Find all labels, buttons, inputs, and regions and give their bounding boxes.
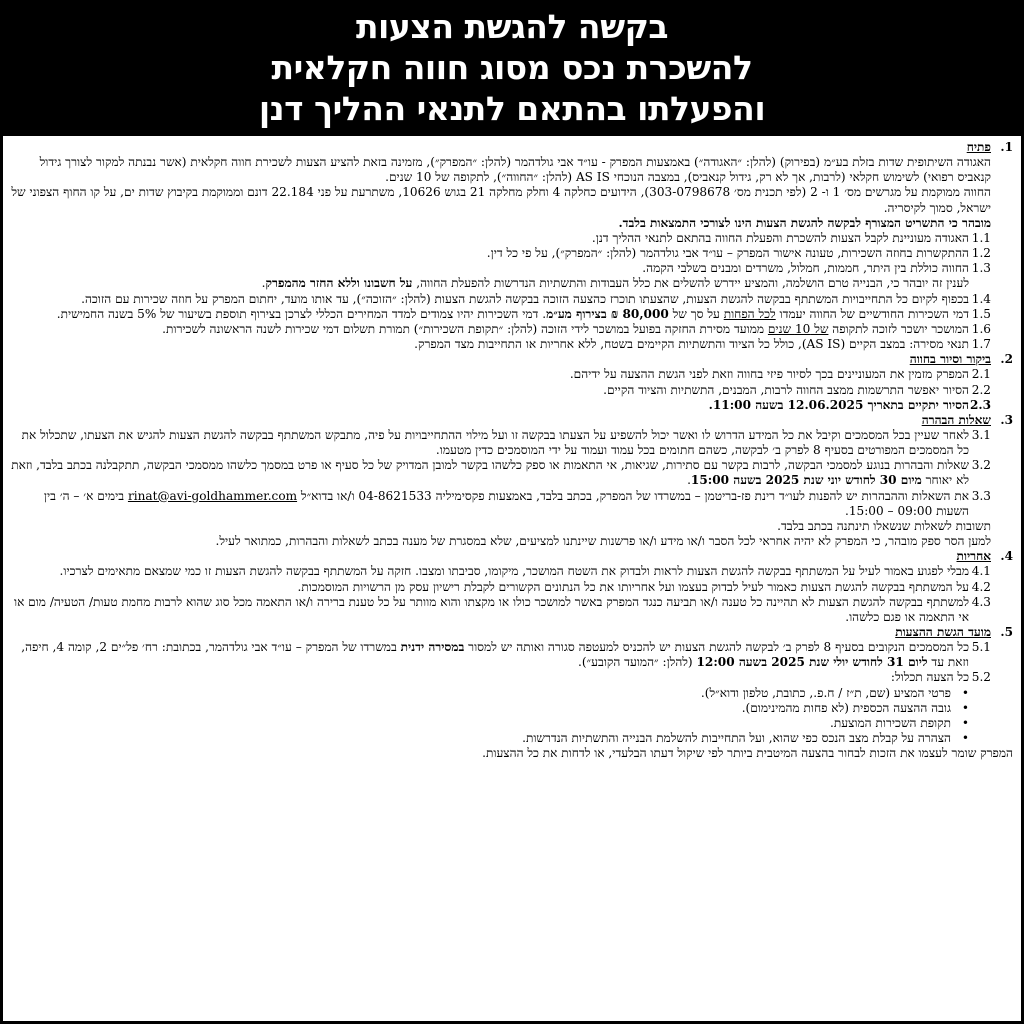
section-title: אחריות [956, 549, 991, 564]
clause-1-6 [11, 322, 991, 337]
clause-text: בכפוף לקיום כל התחייבויות המשתתף בבקשה להגשת הצעות, שהצעתו תוכרז כהצעה הזוכה בבקשה להגשת הצעות (להלן: ״הזוכה״), עד אותו מועד, יחתום המפרק על חוזה שכירות עם הזוכה. [81, 291, 969, 306]
clause-text: החווה כוללת בין היתר, חממות, חמלול, משרדים ומבנים בשלבי הקמה. [642, 261, 969, 276]
clause-text-bold: על חשבונו וללא החזר מהמפרק [265, 276, 413, 291]
clause-1-4 [11, 292, 991, 307]
clause-number: 2.1 [971, 367, 991, 382]
section-visit [11, 352, 1013, 413]
section-clarifications [11, 413, 1013, 549]
clause-text: שאלות והבהרות בנוגע למסמכי הבקשה, לרבות בקשר עם סתירות, שגיאות, אי התאמות או ספק כלשהו בקשר למובן המדויק של כל סעיף או פרט במסמך כלשהו ממסמכי הבקשה, תתקבלנה בכתב בלבד, וזאת לא יאוחר [11, 458, 969, 488]
section-number: 4. [1000, 549, 1013, 564]
clause-number: 1.1 [971, 230, 991, 245]
clause-text: על סך של [668, 306, 724, 321]
clause-1-3-note: לענין זה יובהר כי, הבנייה טרם הושלמה, והמציע יידרש להשלים את כלל העבודות והתשתיות הנדרשות להפעלת החווה, על חשבונו וללא החזר מהמפרק. [261, 276, 969, 291]
section-title: פתיח [966, 140, 991, 154]
clause-text-underline: לכל הפחות [723, 306, 776, 321]
clause-3-2: 3.2 שאלות והבהרות בנוגע למסמכי הבקשה, לרבות בקשר עם סתירות, שגיאות, אי התאמות או ספק כלשהו בקשר למובן המדויק של כל סעיף או פרט במסמך כלשהו ממסמכי הבקשה, תתקבלנה בכתב בלבד, וזאת לא יאוחר מיום 30 לחודש יוני שנת 2025 בשעה 15:00. [11, 458, 991, 488]
clause-1-1 [11, 231, 991, 246]
banner-title-line-3: והפעלתו בהתאם לתנאי ההליך דנן [258, 89, 766, 128]
list-item: • פרטי המציע (שם, ת״ז / ח.פ., כתובת, טלפון ודוא״ל). [11, 686, 991, 701]
clause-1-5 [11, 307, 991, 322]
clause-text-underline: של 10 שנים [767, 321, 829, 336]
clause-text: המושכר יושכר לזוכה לתקופה [828, 321, 969, 336]
clause-1-3 [11, 261, 991, 276]
clause-number: 3.3 [971, 488, 991, 503]
clause-text: ממועד מסירת החזקה בפועל במושכר לידי הזוכה (להלן: ״תקופת השכירות״) תמורת תשלום דמי שכירות לשנה הראשונה לשכירות. [162, 321, 768, 336]
clause-number: 1.7 [971, 337, 991, 352]
section-number: 5. [1000, 625, 1013, 639]
section-title: ביקור וסיור בחווה [909, 352, 991, 367]
clause-1-7 [11, 337, 991, 352]
section-opening [11, 140, 1013, 352]
clause-3-1 [11, 428, 991, 458]
clause-number: 1.6 [971, 321, 991, 336]
clause-text: ההתקשרות בחוזה השכירות, טעונה אישור המפרק – עו״ד אבי גולדהמר (להלן: ״המפרק״), על פי כל דין. [486, 246, 969, 261]
clause-text: לאחר שעיין בכל המסמכים וקיבל את כל המידע הדרוש לו ואשר יכול להשפיע על הצעתו בבקשה זו ועל מילוי ההתחייבויות על פיה, מתבקש המשתתף בבקשה להגשת הצעות להגיש את הצעתו, שתכלול את כל המסמכים המפורטים בסעיף 8 לפרק ב׳ לבקשה, כשהם חתומים בכל עמוד ועמוד על ידי המוסמכים כדין מטעמו. [21, 427, 969, 458]
clause-text-bold: ליום 31 לחודש יולי שנת 2025 בשעה 12:00 [696, 655, 928, 670]
section-number: 3. [1000, 412, 1013, 427]
clause-text: מבלי לפגוע באמור לעיל על המשתתף בבקשה להגשת הצעות לראות ולבדוק את השטח המושכר, מיקומו, סביבתו ומצבו. חזקה על המשתתף בבקשה להגשת הצעות זו כמי שמצאם מתאימים לצרכיו. [59, 564, 969, 579]
clause-number: 1.5 [971, 306, 991, 321]
section-title: מועד הגשת ההצעות [895, 625, 991, 639]
section-title: שאלות הבהרה [921, 412, 991, 427]
clause-number: 4.3 [971, 594, 991, 609]
paragraph: תשובות לשאלות שנשאלו תינתנה בכתב בלבד. [777, 518, 991, 533]
clause-text: למשתתף בבקשה להגשת הצעות לא תהיינה כל טענה ו/או תביעה כנגד המפרק באשר למושכר כולו או מקצתו והוא מוותר על כל טענת ברירה ו/או התאמה מכל סוג שהוא לרבות מחמת טעות/ הטעיה/ מום או אי התאמה או פגם כלשהו. [13, 594, 969, 624]
clause-text: על המשתתף בבקשה להגשת הצעות כאמור לעיל לבדוק בעצמו ועל אחריותו את כל הנתונים הקשורים לקבלת רישיון עסק מן הרשויות המוסמכות. [297, 579, 969, 594]
clause-text-bold: במסירה ידנית [400, 640, 465, 655]
clause-4-2 [11, 580, 991, 595]
section-liability [11, 549, 1013, 625]
paragraph-bold: מובהר כי התשריט המצורף לבקשה להגשת הצעות הינו לצורכי התמצאות בלבד. [618, 215, 991, 230]
clause-text: לענין זה יובהר כי, הבנייה טרם הושלמה, והמציע יידרש להשלים את כלל העבודות והתשתיות הנדרשות להפעלת החווה, [412, 276, 969, 291]
email-link[interactable]: rinat@avi-goldhammer.com [127, 488, 298, 503]
clause-text: דמי השכירות החודשיים של החווה יעמדו [775, 306, 969, 321]
clause-number: 3.1 [971, 427, 991, 442]
clause-text: . דמי השכירות יהיו צמודים למדד המחירים הכללי לצרכן בצירוף תוספת בשיעור של 5% בשנה החמישית. [56, 306, 547, 321]
clause-number: 1.3 [971, 261, 991, 276]
clause-number: 3.2 [971, 458, 991, 473]
list-item: • גובה ההצעה הכספית (לא פחות מהמינימום). [11, 701, 991, 716]
closing-statement: המפרק שומר לעצמו את הזכות לבחור בהצעה המיטבית ביותר לפי שיקול דעתו הבלעדי, או לדחות את כל ההצעות. [482, 746, 1013, 761]
clause-5-1 [11, 640, 991, 670]
clause-number: 2.2 [971, 382, 991, 397]
list-item: • תקופת השכירות המוצעת. [11, 716, 991, 731]
clause-text: המפרק מזמין את המעוניינים בכך לסיור פיזי בחווה וזאת לפני הגשת ההצעה על ידיהם. [569, 367, 969, 382]
section-number: 2. [1000, 352, 1013, 367]
clause-2-2 [11, 383, 991, 398]
clause-number: 4.2 [971, 579, 991, 594]
clause-number: 1.4 [971, 291, 991, 306]
clause-1-2 [11, 246, 991, 261]
clause-text: במשרדו של המפרק – עו״ד אבי גולדהמר, בכתובת: רח׳ פל״ים 2, קומה 4, חיפה, וזאת עד [21, 640, 969, 670]
clause-text: הסיור יאפשר התרשמות ממצב החווה לרבות, המבנים, התשתיות והציוד הקיים. [603, 382, 969, 397]
clause-2-1 [11, 367, 991, 382]
clause-text-bold: 80,000 ₪ בצירוף מע״מ [546, 306, 669, 321]
clause-text: תנאי מסירה: במצב הקיים (AS IS), כולל כל הציוד והתשתיות הקיימים בשטח, ללא אחריות או התחייבות מצד המפרק. [414, 337, 969, 352]
notice-body [11, 140, 1013, 1017]
banner-title-line-2: להשכרת נכס מסוג חווה חקלאית [271, 48, 753, 87]
clause-3-3 [11, 489, 991, 519]
paragraph: האגודה השיתופית שדות בזלת בע״מ (בפירוק) (להלן: ״האגודה״) באמצעות המפרק - עו״ד אבי גולדהמר (להלן: ״המפרק״), מזמינה בזאת להציע הצעות לשכירת חווה חקלאית (אשר נבנתה למקור לצורך גידול קנאביס רפואי) לשימוש חקלאי (לרבות, אך לא רק, גידול קנאביס), במצבה הנוכחי AS IS (להלן: ״החווה״), לתקופה של 10 שנים. [39, 155, 991, 185]
clause-text: האגודה מעוניינת לקבל הצעות להשכרת והפעלת החווה בהתאם לתנאי ההליך דנן. [591, 230, 969, 245]
clause-text-bold: הסיור יתקיים בתאריך 12.06.2025 בשעה 11:00. [708, 397, 969, 412]
clause-4-3 [11, 595, 991, 625]
clause-number: 1.2 [971, 246, 991, 261]
list-item: • הצהרה על קבלת מצב הנכס כפי שהוא, ועל התחייבות להשלמת הבנייה והתשתיות הנדרשות. [11, 731, 991, 746]
section-number: 1. [1000, 140, 1013, 154]
section-submission-deadline [11, 625, 1013, 746]
clause-text: את השאלות וההבהרות יש להפנות לעו״ד רינת פז-בריטמן – במשרדו של המפרק, בכתב בלבד, באמצעות פקסימיליה 04-8621533 ו/או בדוא״ל [297, 488, 969, 503]
clause-2-3 [11, 398, 991, 413]
clause-text-bold: מיום 30 לחודש יוני שנת 2025 בשעה 15:00 [690, 473, 922, 488]
clause-5-2 [11, 670, 991, 685]
clause-text: (להלן: ״המועד הקובע״). [577, 655, 697, 670]
clause-number: 2.3 [969, 397, 991, 412]
clause-text: כל המסמכים הנקובים בסעיף 8 לפרק ב׳ לבקשה להגשת הצעות יש להכניס למעטפה סגורה ואותה יש למסור [464, 640, 969, 655]
clause-4-1 [11, 564, 991, 579]
paragraph: למען הסר ספק מובהר, כי המפרק לא יהיה אחראי לכל הסבר ו/או מידע ו/או פרשנות שיינתנו למציעים, שלא במסגרת של מענה בכתב לשאלות והבהרות, כמתואר לעיל. [215, 534, 991, 549]
notice-body-frame [0, 136, 1024, 1024]
clause-text: כל הצעה תכלול: [890, 670, 969, 685]
clause-number: 5.2 [971, 670, 991, 685]
clause-number: 5.1 [971, 640, 991, 655]
paragraph: החווה ממוקמת על מגרשים מס׳ 1 ו- 2 (לפי תכנית מס׳ 303-0798678), הידועים כחלקה 4 וחלק מחלקה 21 בגוש 10626, משתרעת על פני 22.184 דונם וממוקמת בקיבוץ שדות ים, על קו החוף הצפוני של ישראל, סמוך לקיסריה. [11, 185, 991, 215]
banner-title-line-1: בקשה להגשת הצעות [355, 7, 669, 46]
notice-banner [0, 0, 1024, 136]
clause-number: 4.1 [971, 564, 991, 579]
clause-text: בימים א׳ – ה׳ בין השעות 09:00 – 15:00. [43, 488, 969, 518]
